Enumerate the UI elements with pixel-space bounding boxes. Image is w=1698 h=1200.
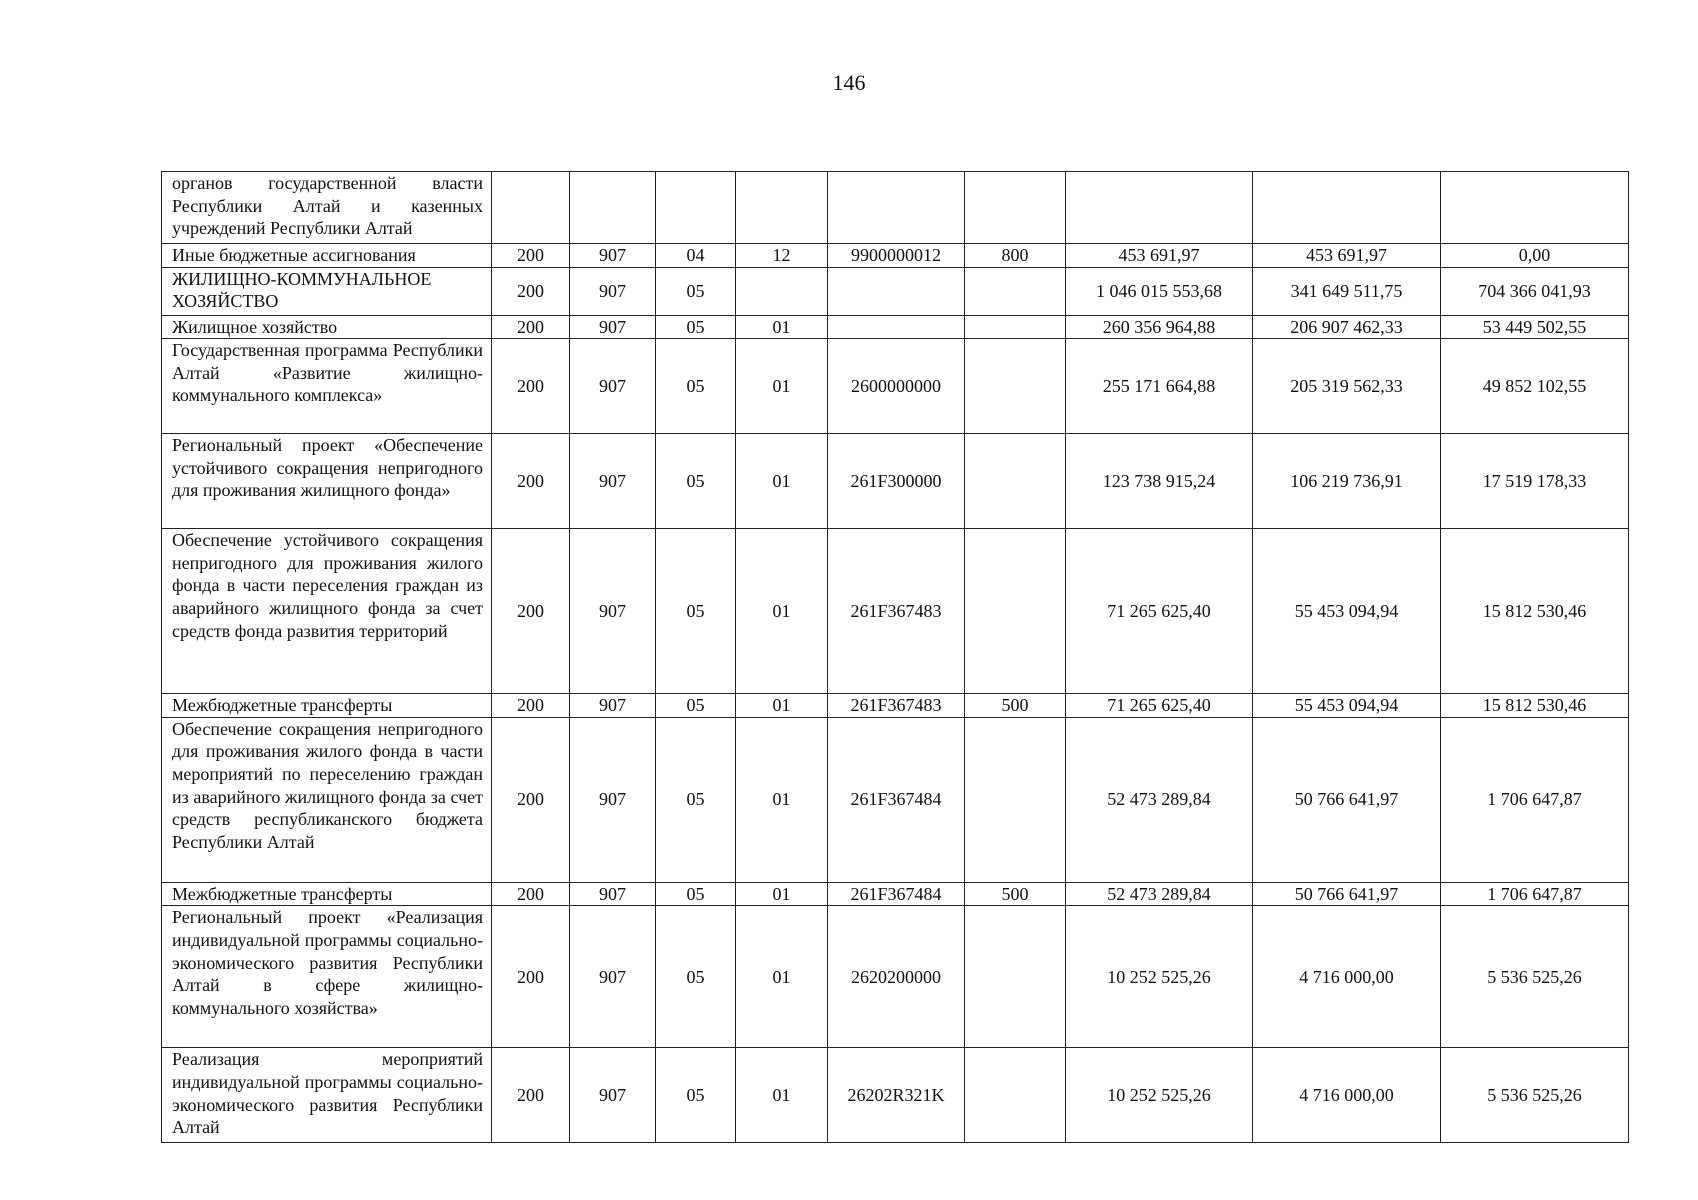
cell-admin: 200	[492, 339, 570, 434]
row-name: Реализация мероприятий индивидуальной программы социально-экономического развития Республики Алтай	[162, 1048, 492, 1143]
cell-ministry: 907	[570, 434, 656, 529]
cell-amount-3: 17 519 178,33	[1441, 434, 1629, 529]
cell-subsection: 01	[736, 434, 828, 529]
cell-ministry: 907	[570, 882, 656, 906]
cell-expense-type	[965, 339, 1066, 434]
cell-section: 05	[656, 717, 736, 882]
cell-target-article: 261F300000	[828, 434, 965, 529]
table-row	[162, 529, 1629, 694]
cell-target-article: 261F367483	[828, 694, 965, 718]
cell-admin: 200	[492, 1048, 570, 1143]
cell-amount-2: 50 766 641,97	[1253, 882, 1441, 906]
cell-amount-total: 71 265 625,40	[1066, 694, 1253, 718]
cell-ministry	[570, 172, 656, 244]
cell-target-article: 2620200000	[828, 906, 965, 1048]
budget-table	[161, 171, 1629, 1143]
cell-amount-total: 52 473 289,84	[1066, 717, 1253, 882]
table-row	[162, 717, 1629, 882]
cell-subsection	[736, 172, 828, 244]
cell-subsection: 01	[736, 906, 828, 1048]
cell-target-article: 261F367484	[828, 882, 965, 906]
cell-ministry: 907	[570, 717, 656, 882]
row-name: Региональный проект «Реализация индивидуальной программы социально-экономического развития Республики Алтай в сфере жилищно-коммунального хозяйства»	[162, 906, 492, 1048]
cell-admin: 200	[492, 267, 570, 315]
cell-target-article: 26202R321K	[828, 1048, 965, 1143]
cell-ministry: 907	[570, 694, 656, 718]
cell-amount-total: 10 252 525,26	[1066, 1048, 1253, 1143]
cell-amount-3: 15 812 530,46	[1441, 694, 1629, 718]
cell-amount-2: 453 691,97	[1253, 244, 1441, 268]
cell-target-article: 261F367483	[828, 529, 965, 694]
cell-expense-type: 500	[965, 694, 1066, 718]
table-row	[162, 172, 1629, 244]
cell-amount-3: 15 812 530,46	[1441, 529, 1629, 694]
table-row	[162, 267, 1629, 315]
cell-subsection: 01	[736, 1048, 828, 1143]
cell-amount-2	[1253, 172, 1441, 244]
cell-subsection: 01	[736, 694, 828, 718]
cell-admin: 200	[492, 717, 570, 882]
cell-amount-3: 1 706 647,87	[1441, 882, 1629, 906]
row-name: Межбюджетные трансферты	[162, 882, 492, 906]
cell-expense-type	[965, 717, 1066, 882]
cell-amount-2: 55 453 094,94	[1253, 529, 1441, 694]
cell-amount-total: 123 738 915,24	[1066, 434, 1253, 529]
cell-ministry: 907	[570, 267, 656, 315]
cell-section: 05	[656, 315, 736, 339]
cell-amount-3: 5 536 525,26	[1441, 906, 1629, 1048]
cell-subsection: 01	[736, 529, 828, 694]
cell-amount-2: 4 716 000,00	[1253, 906, 1441, 1048]
table-row	[162, 315, 1629, 339]
row-name: Обеспечение сокращения непригодного для проживания жилого фонда в части мероприятий по переселению граждан из аварийного жилищного фонда за счет средств республиканского бюджета Республики Алтай	[162, 717, 492, 882]
cell-amount-3: 704 366 041,93	[1441, 267, 1629, 315]
cell-target-article	[828, 315, 965, 339]
cell-amount-total: 260 356 964,88	[1066, 315, 1253, 339]
cell-admin: 200	[492, 882, 570, 906]
cell-admin: 200	[492, 906, 570, 1048]
cell-ministry: 907	[570, 315, 656, 339]
row-name: Государственная программа Республики Алтай «Развитие жилищно-коммунального комплекса»	[162, 339, 492, 434]
cell-target-article	[828, 172, 965, 244]
table-row	[162, 244, 1629, 268]
cell-amount-2: 206 907 462,33	[1253, 315, 1441, 339]
cell-amount-3: 0,00	[1441, 244, 1629, 268]
cell-section: 05	[656, 906, 736, 1048]
cell-expense-type	[965, 906, 1066, 1048]
cell-ministry: 907	[570, 339, 656, 434]
cell-ministry: 907	[570, 244, 656, 268]
cell-amount-2: 55 453 094,94	[1253, 694, 1441, 718]
row-name: ЖИЛИЩНО-КОММУНАЛЬНОЕ ХОЗЯЙСТВО	[162, 267, 492, 315]
row-name: Иные бюджетные ассигнования	[162, 244, 492, 268]
cell-expense-type	[965, 267, 1066, 315]
cell-target-article: 261F367484	[828, 717, 965, 882]
cell-section: 05	[656, 434, 736, 529]
cell-section: 05	[656, 339, 736, 434]
table-row	[162, 882, 1629, 906]
cell-section: 05	[656, 882, 736, 906]
cell-subsection	[736, 267, 828, 315]
cell-admin: 200	[492, 244, 570, 268]
cell-admin: 200	[492, 694, 570, 718]
cell-admin: 200	[492, 434, 570, 529]
cell-subsection: 12	[736, 244, 828, 268]
page-number: 146	[832, 70, 866, 95]
cell-subsection: 01	[736, 882, 828, 906]
cell-expense-type	[965, 529, 1066, 694]
cell-amount-3: 53 449 502,55	[1441, 315, 1629, 339]
cell-amount-total: 1 046 015 553,68	[1066, 267, 1253, 315]
cell-expense-type	[965, 315, 1066, 339]
row-name: Жилищное хозяйство	[162, 315, 492, 339]
cell-admin	[492, 172, 570, 244]
cell-expense-type: 800	[965, 244, 1066, 268]
cell-expense-type	[965, 1048, 1066, 1143]
cell-expense-type	[965, 434, 1066, 529]
cell-section: 05	[656, 267, 736, 315]
cell-amount-2: 50 766 641,97	[1253, 717, 1441, 882]
cell-target-article: 2600000000	[828, 339, 965, 434]
row-name: органов государственной власти Республики Алтай и казенных учреждений Республики Алтай	[162, 172, 492, 244]
cell-ministry: 907	[570, 906, 656, 1048]
cell-amount-3: 49 852 102,55	[1441, 339, 1629, 434]
cell-section: 05	[656, 694, 736, 718]
cell-amount-total: 52 473 289,84	[1066, 882, 1253, 906]
cell-amount-3: 1 706 647,87	[1441, 717, 1629, 882]
cell-subsection: 01	[736, 315, 828, 339]
cell-section: 05	[656, 1048, 736, 1143]
cell-amount-total: 10 252 525,26	[1066, 906, 1253, 1048]
row-name: Обеспечение устойчивого сокращения непригодного для проживания жилого фонда в части переселения граждан из аварийного жилищного фонда за счет средств фонда развития территорий	[162, 529, 492, 694]
cell-amount-total	[1066, 172, 1253, 244]
table-row	[162, 339, 1629, 434]
table-row	[162, 906, 1629, 1048]
row-name: Региональный проект «Обеспечение устойчивого сокращения непригодного для проживания жилищного фонда»	[162, 434, 492, 529]
cell-amount-total: 453 691,97	[1066, 244, 1253, 268]
cell-amount-total: 255 171 664,88	[1066, 339, 1253, 434]
cell-admin: 200	[492, 315, 570, 339]
cell-ministry: 907	[570, 529, 656, 694]
cell-admin: 200	[492, 529, 570, 694]
cell-ministry: 907	[570, 1048, 656, 1143]
table-row	[162, 694, 1629, 718]
row-name: Межбюджетные трансферты	[162, 694, 492, 718]
cell-target-article: 9900000012	[828, 244, 965, 268]
table-row	[162, 434, 1629, 529]
cell-expense-type: 500	[965, 882, 1066, 906]
cell-section: 05	[656, 529, 736, 694]
cell-target-article	[828, 267, 965, 315]
cell-amount-total: 71 265 625,40	[1066, 529, 1253, 694]
cell-subsection: 01	[736, 717, 828, 882]
cell-amount-2: 205 319 562,33	[1253, 339, 1441, 434]
cell-amount-3	[1441, 172, 1629, 244]
cell-section	[656, 172, 736, 244]
cell-expense-type	[965, 172, 1066, 244]
cell-amount-3: 5 536 525,26	[1441, 1048, 1629, 1143]
cell-section: 04	[656, 244, 736, 268]
cell-amount-2: 4 716 000,00	[1253, 1048, 1441, 1143]
cell-amount-2: 106 219 736,91	[1253, 434, 1441, 529]
cell-subsection: 01	[736, 339, 828, 434]
cell-amount-2: 341 649 511,75	[1253, 267, 1441, 315]
table-row	[162, 1048, 1629, 1143]
